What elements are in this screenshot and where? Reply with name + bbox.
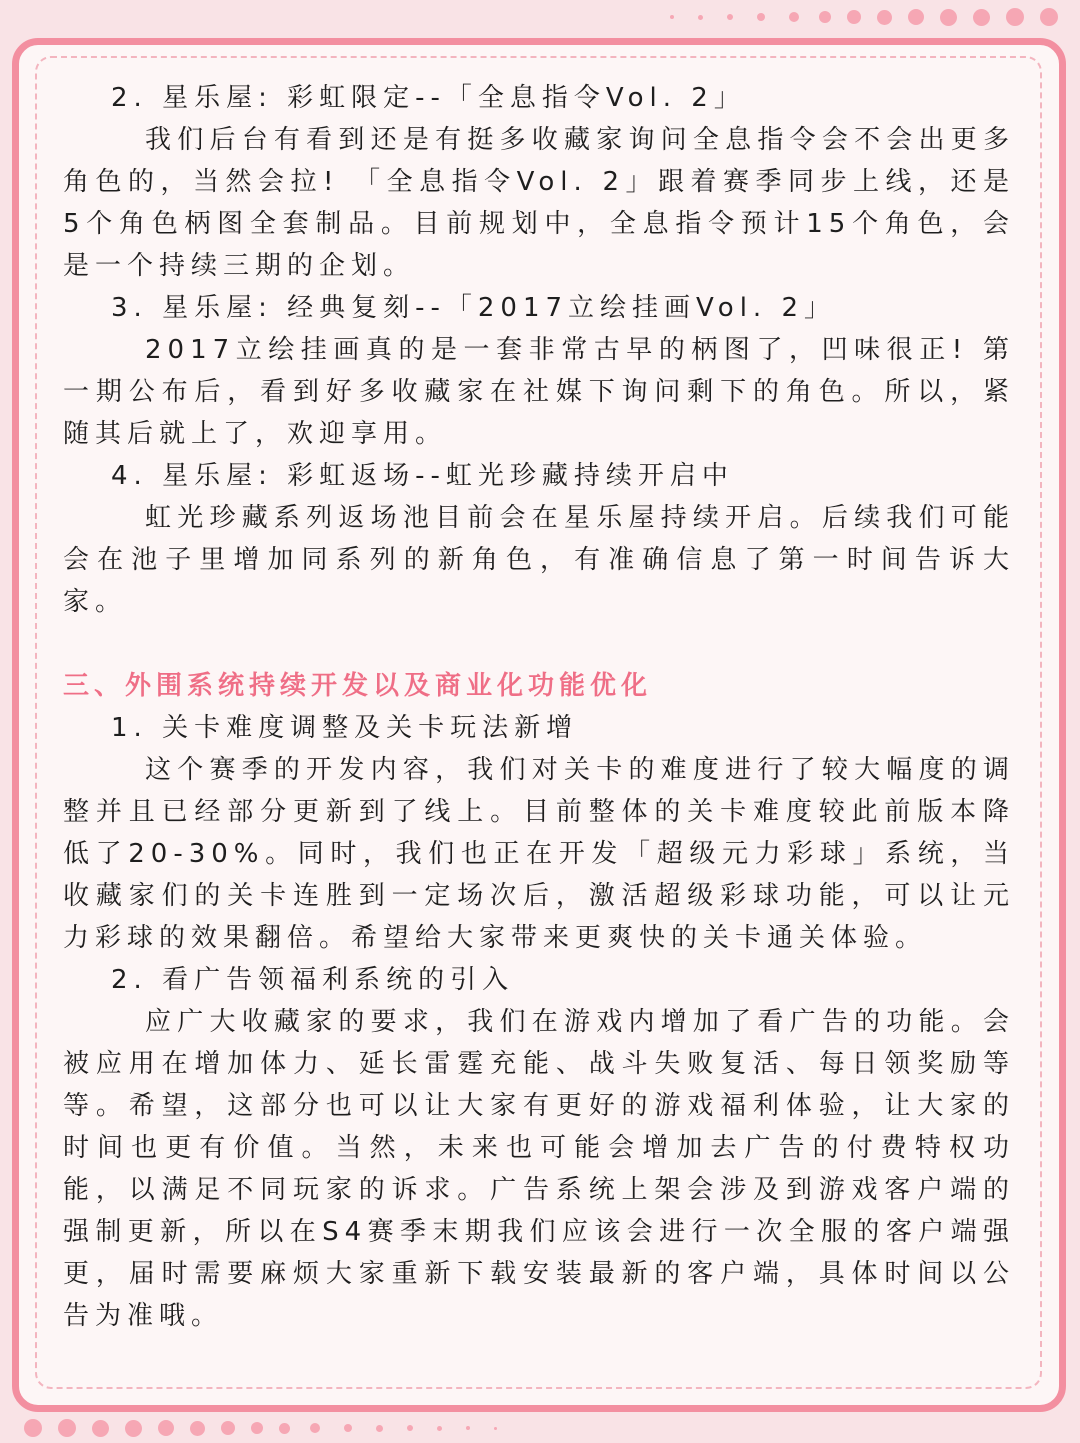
decorative-dot [344, 1424, 352, 1432]
subsection-title: 1. 关卡难度调整及关卡玩法新增 [111, 713, 579, 743]
decorative-dot [940, 9, 957, 26]
decorative-dot [1040, 8, 1058, 26]
bottom-dot-decoration [16, 1419, 509, 1437]
paragraph: 2017立绘挂画真的是一套非常古早的柄图了，凹味很正! 第一期公布后，看到好多收藏家在社媒下询问剩下的角色。所以，紧随其后就上了，欢迎享用。 [63, 335, 1015, 449]
top-dot-decoration [658, 8, 1066, 26]
decorative-dot [973, 9, 990, 26]
paragraph: 我们后台有看到还是有挺多收藏家询问全息指令会不会出更多角色的，当然会拉! 「全息指令Vol. 2」跟着赛季同步上线，还是5个角色柄图全套制品。目前规划中，全息指令预计15个角色，会是一个持续三期的企划。 [63, 125, 1015, 281]
paragraph: 虹光珍藏系列返场池目前会在星乐屋持续开启。后续我们可能会在池子里增加同系列的新角色，有准确信息了第一时间告诉大家。 [63, 503, 1015, 617]
decorative-dot [789, 12, 799, 22]
decorative-dot [1006, 8, 1024, 26]
decorative-dot [847, 10, 861, 24]
decorative-dot [190, 1421, 205, 1436]
decorative-dot [251, 1422, 263, 1434]
paragraph: 这个赛季的开发内容，我们对关卡的难度进行了较大幅度的调整并且已经部分更新到了线上。目前整体的关卡难度较此前版本降低了20-30%。同时，我们也正在开发「超级元力彩球」系统，当收藏家们的关卡连胜到一定场次后，激活超级彩球功能，可以让元力彩球的效果翻倍。希望给大家带来更爽快的关卡通关体验。 [63, 755, 1015, 953]
article-body [63, 77, 1015, 1337]
decorative-dot [727, 14, 733, 20]
decorative-dot [279, 1423, 290, 1434]
subsection-title: 2. 星乐屋: 彩虹限定--「全息指令Vol. 2」 [111, 83, 746, 113]
decorative-dot [158, 1420, 174, 1436]
decorative-dot [494, 1427, 497, 1430]
decorative-dot [819, 11, 831, 23]
decorative-dot [310, 1423, 320, 1433]
subsection-title: 4. 星乐屋: 彩虹返场--虹光珍藏持续开启中 [111, 461, 734, 491]
decorative-dot [24, 1419, 42, 1437]
section-spacer [63, 623, 1015, 665]
subsection-title: 2. 看广告领福利系统的引入 [111, 965, 515, 995]
decorative-dot [908, 9, 924, 25]
decorative-dot [670, 15, 674, 19]
decorative-dot [221, 1421, 235, 1435]
decorative-dot [407, 1425, 413, 1431]
decorative-dot [58, 1419, 76, 1437]
decorative-dot [92, 1420, 109, 1437]
paragraph: 应广大收藏家的要求，我们在游戏内增加了看广告的功能。会被应用在增加体力、延长雷霆充能、战斗失败复活、每日领奖励等等。希望，这部分也可以让大家有更好的游戏福利体验，让大家的时间也更有价值。当然，未来也可能会增加去广告的付费特权功能，以满足不同玩家的诉求。广告系统上架会涉及到游戏客户端的强制更新，所以在S4赛季末期我们应该会进行一次全服的客户端强更，届时需要麻烦大家重新下载安装最新的客户端，具体时间以公告为准哦。 [63, 1007, 1015, 1331]
subsection-title: 3. 星乐屋: 经典复刻--「2017立绘挂画Vol. 2」 [111, 293, 836, 323]
decorative-dot [437, 1426, 442, 1431]
decorative-dot [877, 10, 892, 25]
decorative-dot [698, 15, 703, 20]
decorative-dot [376, 1425, 383, 1432]
decorative-dot [125, 1420, 142, 1437]
section-heading: 三、外围系统持续开发以及商业化功能优化 [63, 671, 653, 701]
decorative-dot [466, 1426, 470, 1430]
decorative-dot [757, 13, 765, 21]
